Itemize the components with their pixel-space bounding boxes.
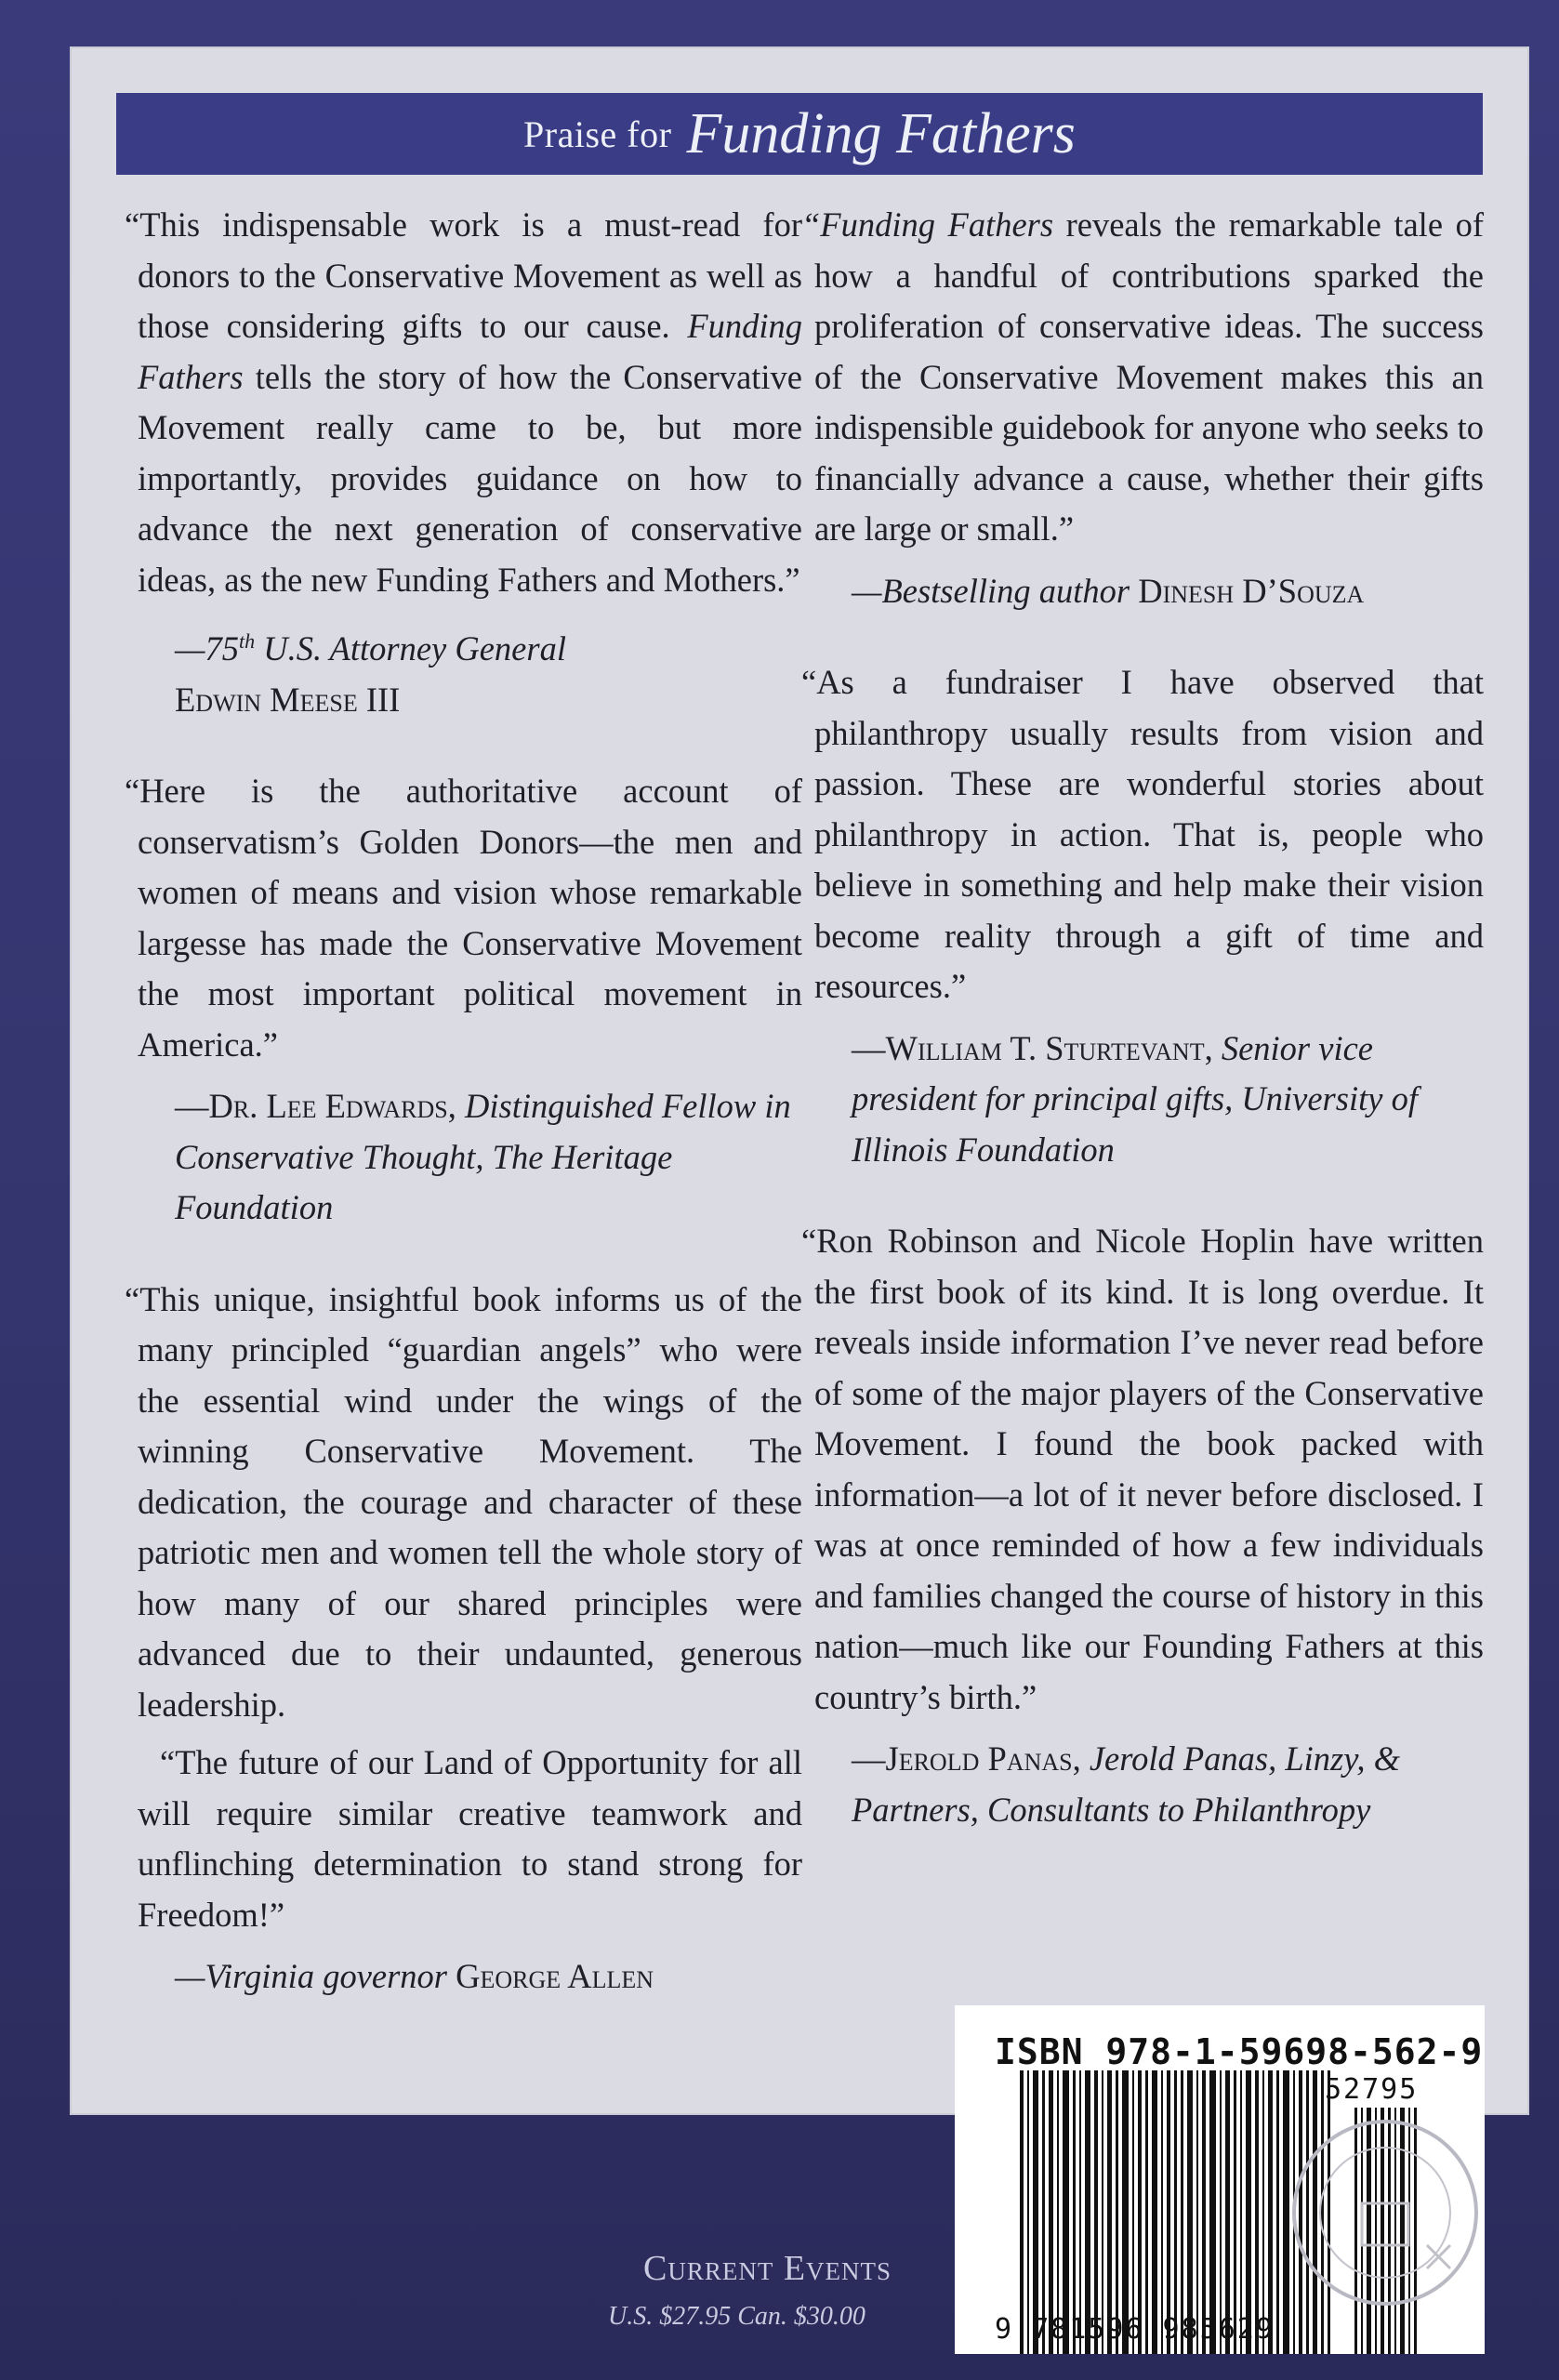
attribution-edwards-name: —Dr. Lee Edwards, [175,1087,456,1126]
quote-sturtevant-text: “As a fundraiser I have observed that philanthropy usually results from vision and passion. These are wonderful stories about philanthropy in action. That is, people who believe in something and help make their vision become reality through a gift of time and resources.” [801,663,1484,1005]
banner-book-title: Funding Fathers [686,101,1076,165]
left-column [125,200,802,2043]
isbn-number: ISBN 978-1-59698-562-9 [995,2031,1484,2072]
quote-allen-paragraph-2: “The future of our Land of Opportunity for all will require similar creative teamwork and unflinching determination to stand strong for Freedom!” [138,1743,802,1934]
quote-dsouza-book-title: “Funding Fathers [801,205,1054,244]
attribution-panas-title: Jerold Panas, Linzy, & Partners, Consultants to Philanthropy [852,1739,1401,1829]
attribution-allen [138,1951,802,2003]
attribution-sturtevant-title: Senior vice president for principal gifts, University of Illinois Foundation [852,1028,1418,1169]
quote-dsouza [801,200,1484,616]
quote-edwards-text: “Here is the authoritative account of conservatism’s Golden Donors—the men and women of means and vision whose remarkable largesse has made the Conservative Movement the most important political movement in America.” [125,772,802,1064]
barcode-price-code: 52795 [1325,2073,1419,2106]
quote-edwards [125,766,802,1234]
price-label: U.S. $27.95 Can. $30.00 [608,2302,865,2331]
praise-banner [116,93,1483,175]
quote-panas [801,1216,1484,1835]
attribution-edwards [138,1081,802,1234]
attribution-meese-ordinal: th [238,629,256,653]
attribution-dsouza-title: —Bestselling author [852,571,1130,610]
attribution-dsouza [814,566,1484,617]
attribution-panas [814,1734,1484,1835]
attribution-allen-name: George Allen [456,1957,654,1996]
attribution-sturtevant [814,1024,1484,1176]
attribution-meese-title: U.S. Attorney General [263,629,566,668]
attribution-edwards-title: Distinguished Fellow in Conservative Thought, The Heritage Foundation [175,1087,791,1227]
quote-meese-book-title: Funding Fathers [138,307,802,396]
banner-praise-label: Praise for [523,112,672,155]
quote-panas-text: “Ron Robinson and Nicole Hoplin have written the first book of its kind. It is long overdue. It reveals inside information I’ve never read before of some of the major players of the Conservative Movement. I found the book packed with information—a lot of it never before disclosed. I was at once reminded of how a few individuals and families changed the course of history in this nation—much like our Founding Fathers at this country’s birth.” [801,1222,1484,1716]
attribution-meese-name: Edwin Meese III [175,680,401,719]
attribution-meese-number: —75 [175,629,239,668]
attribution-allen-title: —Virginia governor [175,1957,447,1996]
quote-meese-body-rest: tells the story of how the Conservative Movement really came to be, but more importantly, provides guidance on how to advance the next generation of conservative ideas, as the new Funding Fathers and Mothers.” [138,357,802,599]
category-label: Current Events [643,2249,892,2288]
loving-truth-seal-logo [1288,2115,1483,2310]
quote-dsouza-body: reveals the remarkable tale of how a handful of contributions sparked the proliferation of conservative ideas. The success of the Conservative Movement makes this an indispensible guidebook for anyone who seeks to financially advance a cause, whether their gifts are large or small.” [814,205,1484,548]
quote-dsouza-text [801,200,1484,555]
quote-allen-paragraph-1: “This unique, insightful book informs us of the many principled “guardian angels” who were the essential wind under the wings of the winning Conservative Movement. The dedication, the courage and character of these patriotic men and women tell the whole story of how many of our shared principles were advanced due to their undaunted, generous leadership. [125,1279,802,1724]
quote-sturtevant [801,657,1484,1175]
attribution-sturtevant-name: —William T. Sturtevant, [852,1028,1213,1067]
attribution-panas-name: —Jerold Panas, [852,1739,1081,1778]
ean-digits: 9 781596 985629 [995,2313,1275,2346]
right-column [801,200,1484,1876]
attribution-dsouza-name: Dinesh D’Souza [1138,571,1365,610]
quote-meese-body: “This indispensable work is a must-read for donors to the Conservative Movement as well as those considering gifts to our cause. [125,205,802,345]
quote-meese [125,200,802,725]
attribution-meese [138,616,802,725]
quote-allen [125,1275,802,2003]
quote-meese-text [125,200,802,605]
